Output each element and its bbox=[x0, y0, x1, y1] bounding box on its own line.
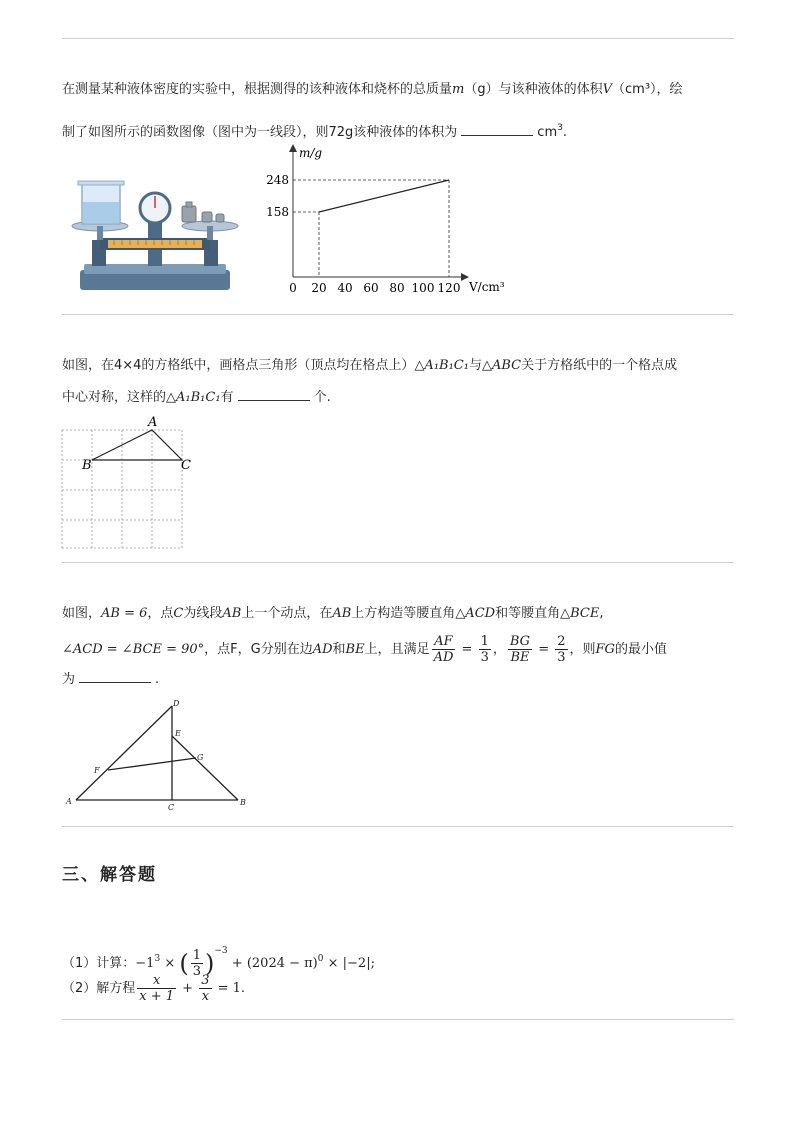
q3-text-j: 上，且满足 bbox=[364, 642, 430, 657]
q2-text-you: 有 bbox=[220, 390, 234, 405]
figure-lines bbox=[76, 706, 238, 800]
separator-2 bbox=[62, 562, 734, 563]
q4-part1-label: （1）计算： bbox=[62, 956, 136, 971]
q1-unit-cm3: （cm³），绘 bbox=[612, 82, 683, 97]
separator-top bbox=[62, 38, 734, 39]
x-tick-40: 40 bbox=[337, 281, 353, 295]
beaker-rim bbox=[78, 181, 124, 185]
q3-text-l: 的最小值 bbox=[614, 642, 667, 657]
weight-small bbox=[216, 214, 224, 222]
label-c: C bbox=[168, 803, 175, 812]
q4-paren-close: ) bbox=[205, 949, 215, 978]
weight-large bbox=[182, 206, 196, 222]
y-tick-158: 158 bbox=[266, 205, 289, 219]
q3-angle-eq: ∠ACD = ∠BCE = 90° bbox=[62, 642, 205, 657]
q3-text-k: ，则 bbox=[569, 642, 596, 657]
q4-expr-b: + (2024 − π) bbox=[227, 956, 318, 971]
q4-frac-one-third: $\frac{1}{3}$ bbox=[192, 948, 202, 979]
q4-exp-0: 0 bbox=[317, 954, 324, 964]
geometry-figure bbox=[60, 696, 260, 814]
q2-text-c: 关于方格纸中的一个格点成 bbox=[521, 358, 678, 373]
y-tick-248: 248 bbox=[266, 173, 289, 187]
q3-tri-bce: △BCE bbox=[560, 606, 600, 621]
q3-var-c: C bbox=[173, 606, 184, 621]
x-tick-60: 60 bbox=[363, 281, 379, 295]
q3-text-b: ，点 bbox=[147, 606, 174, 621]
weight-large-knob bbox=[186, 202, 192, 207]
q1-unit-sup: 3 bbox=[557, 123, 563, 133]
q1-line1 bbox=[62, 80, 738, 100]
q4-times: × bbox=[160, 956, 180, 971]
q4-plus: + bbox=[178, 981, 198, 996]
q1-var-m: m bbox=[452, 82, 465, 97]
q4-part2-label: （2）解方程 bbox=[62, 981, 136, 996]
q2-answer-blank[interactable] bbox=[238, 388, 310, 401]
q2-line2 bbox=[62, 388, 738, 408]
q3-text-a: 如图， bbox=[62, 606, 102, 621]
chart-x-label: V/cm³ bbox=[469, 280, 505, 294]
label-c: C bbox=[181, 458, 191, 473]
label-a: A bbox=[66, 797, 72, 806]
label-d: D bbox=[173, 699, 180, 708]
q4-expr-c: × |−2|; bbox=[323, 956, 375, 971]
separator-bottom bbox=[62, 1019, 734, 1020]
section-title: 三、解答题 bbox=[62, 865, 157, 885]
q3-ab-eq: AB = 6 bbox=[101, 606, 148, 621]
grid-figure bbox=[56, 412, 206, 552]
q1-unit-g: （g） bbox=[464, 82, 499, 97]
q3-frac-two-thirds: $\frac{2}{3}$ bbox=[557, 634, 566, 665]
q3-frac-one-third: $\frac{1}{3}$ bbox=[480, 634, 489, 665]
q1-answer-blank[interactable] bbox=[461, 123, 533, 136]
beaker-liquid bbox=[83, 202, 119, 223]
separator-3 bbox=[62, 826, 734, 827]
q3-frac-bg-be: $\frac{BG}{BE}$ bbox=[509, 634, 531, 665]
q3-text-d: 上一个动点，在 bbox=[241, 606, 333, 621]
q4-frac-3-over-x: $\frac{3}{x}$ bbox=[201, 973, 210, 1004]
x-tick-80: 80 bbox=[389, 281, 405, 295]
chart-y-label: m/g bbox=[299, 146, 323, 160]
label-g: G bbox=[197, 753, 204, 762]
q1-end: . bbox=[562, 125, 567, 140]
q3-line2: ∠ACD = ∠BCE = 90°，点F，G分别在边AD和BE上，且满足 $\frac{AF}{AD}$ = $\frac{1}{3}$ ， $\frac{BG}{BE}$ = $\frac{2}{3}$ ，则FG的最小值 bbox=[62, 634, 667, 665]
q1-text-c: 制了如图所示的函数图像（图中为一线段），则72g该种液体的体积为 bbox=[62, 125, 458, 140]
x-tick-120: 120 bbox=[437, 281, 461, 295]
q3-line3 bbox=[62, 670, 738, 690]
data-segment bbox=[319, 180, 449, 212]
q4-paren-open: ( bbox=[179, 949, 189, 978]
balance-scale-illustration bbox=[70, 176, 240, 294]
x-tick-100: 100 bbox=[411, 281, 435, 295]
q3-var-ab: AB bbox=[222, 606, 242, 621]
q3-var-fg: FG bbox=[595, 642, 615, 657]
q3-text-f: 和等腰直角 bbox=[495, 606, 561, 621]
q2-text-b: 与 bbox=[468, 358, 482, 373]
q1-var-v: V bbox=[602, 82, 613, 97]
q3-line1 bbox=[62, 604, 738, 624]
q1-text-a: 在测量某种液体密度的实验中，根据测得的该种液体和烧杯的总质量 bbox=[62, 82, 453, 97]
q3-frac-af-ad: $\frac{AF}{AD}$ bbox=[433, 634, 454, 665]
separator-1 bbox=[62, 314, 734, 315]
q1-unit: cm bbox=[537, 125, 558, 140]
q3-tri-acd: △ACD bbox=[455, 606, 496, 621]
q4-expr-a: −1 bbox=[135, 956, 155, 971]
q4-exp-3: 3 bbox=[154, 954, 161, 964]
label-f: F bbox=[94, 766, 100, 775]
q3-var-ad: AD bbox=[312, 642, 333, 657]
q3-text-h: ，点F，G分别在边 bbox=[204, 642, 313, 657]
q3-text-i: 和 bbox=[332, 642, 346, 657]
q3-text-g: , bbox=[599, 606, 604, 621]
triangle-abc bbox=[92, 430, 182, 460]
x-tick-20: 20 bbox=[311, 281, 327, 295]
scale-right-pan-stem bbox=[207, 226, 213, 240]
mass-volume-chart bbox=[262, 142, 522, 302]
q1-text-b: 与该种液体的体积 bbox=[498, 82, 603, 97]
weight-medium bbox=[202, 212, 212, 222]
label-b: B bbox=[240, 798, 246, 807]
q4-frac-x-over-x1: $\frac{x}{x + 1}$ bbox=[139, 973, 175, 1004]
q3-var-be: BE bbox=[345, 642, 365, 657]
label-a: A bbox=[148, 415, 158, 430]
q4-part2 bbox=[62, 972, 738, 1006]
q2-tri-abc: △ABC bbox=[481, 358, 522, 373]
q3-text-n: . bbox=[155, 672, 160, 687]
scale-left-pan-stem bbox=[97, 226, 103, 240]
label-b: B bbox=[82, 458, 92, 473]
label-e: E bbox=[175, 729, 181, 738]
q2-line1 bbox=[62, 356, 738, 376]
q3-text-e: 上方构造等腰直角 bbox=[351, 606, 456, 621]
q4-exp-neg3: −3 bbox=[214, 946, 228, 956]
q2-text-a: 如图，在4×4的方格纸中，画格点三角形（顶点均在格点上） bbox=[62, 358, 415, 373]
q3-text-m: 为 bbox=[62, 672, 76, 687]
q3-text-c: 为线段 bbox=[183, 606, 223, 621]
x-tick-0: 0 bbox=[289, 281, 297, 295]
q1-line2 bbox=[62, 118, 738, 143]
q3-answer-blank[interactable] bbox=[79, 670, 151, 683]
q2-tri-a1b1c1-2: △A₁B₁C₁ bbox=[166, 390, 221, 405]
q4-eq: = 1. bbox=[213, 981, 246, 996]
q2-tri-a1b1c1: △A₁B₁C₁ bbox=[414, 358, 469, 373]
q2-text-e: 个. bbox=[313, 390, 331, 405]
grid-lines bbox=[62, 430, 182, 548]
q2-text-d: 中心对称，这样的 bbox=[62, 390, 167, 405]
q3-var-ab-2: AB bbox=[332, 606, 352, 621]
